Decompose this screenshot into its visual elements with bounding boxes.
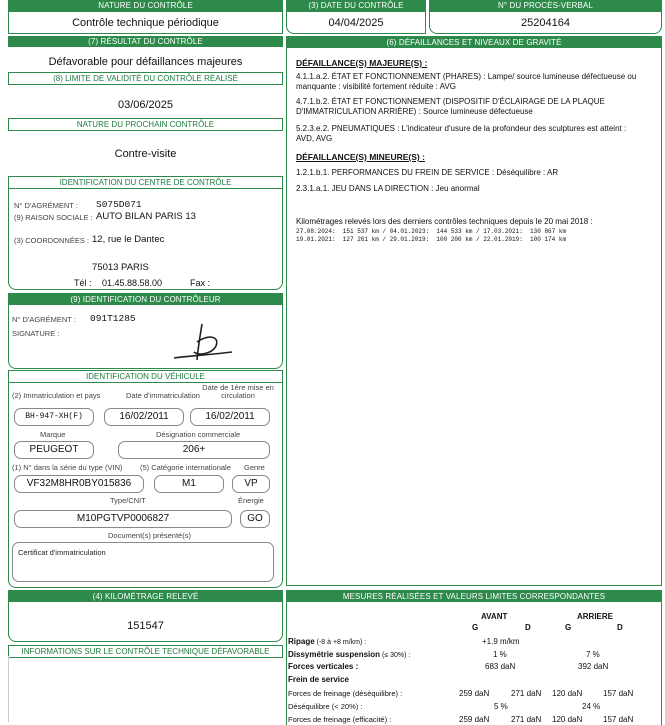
vehicule-header: IDENTIFICATION DU VÉHICULE xyxy=(9,371,282,383)
mesure-avg: 259 daN xyxy=(459,689,490,698)
km-box xyxy=(8,590,283,642)
majeure-item: 5.2.3.e.2. PNEUMATIQUES : L'indicateur d'usure de la profondeur des sculptures est atteint : AVD, AVG xyxy=(296,124,627,143)
categorie-label: (5) Catégorie internationale xyxy=(140,463,231,472)
mineures-title: DÉFAILLANCE(S) MINEURE(S) : xyxy=(296,152,425,162)
centre-agrement: S075D071 xyxy=(96,199,142,210)
mesure-ar: 24 % xyxy=(582,702,601,711)
mesures-header: MESURES RÉALISÉES ET VALEURS LIMITES CORRESPONDANTES xyxy=(287,591,661,602)
docs-value: Certificat d'immatriculation xyxy=(18,548,106,557)
mesure-av: 1 % xyxy=(493,650,507,659)
designation-label: Désignation commerciale xyxy=(156,430,241,439)
centre-agrement-label: N° D'AGRÉMENT : xyxy=(14,201,78,210)
majeure-item: 4.7.1.b.2. ÉTAT ET FONCTIONNEMENT (DISPOSITIF D'ÉCLAIRAGE DE LA PLAQUE D'IMMATRICULATION ARRIÈRE) : Source lumineuse défectueuse xyxy=(296,97,605,116)
date-immat-label: Date d'immatriculation xyxy=(126,391,200,400)
date-circ-label: Date de 1ère mise en circulation xyxy=(202,383,274,400)
mineure-item: 1.2.1.b.1. PERFORMANCES DU FREIN DE SERVICE : Déséquilibre : AR xyxy=(296,168,559,177)
signature-label: SIGNATURE : xyxy=(12,329,60,338)
genre-value: VP xyxy=(232,475,270,493)
date-circ-value: 16/02/2011 xyxy=(190,408,270,426)
prochain-header: NATURE DU PROCHAIN CONTRÔLE xyxy=(8,118,283,131)
energie-value: GO xyxy=(240,510,270,528)
centre-raison-label: (9) RAISON SOCIALE : xyxy=(14,213,93,222)
centre-header: IDENTIFICATION DU CENTRE DE CONTRÔLE xyxy=(9,177,282,189)
centre-fax-label: Fax : xyxy=(190,278,211,288)
centre-ville: 75013 PARIS xyxy=(92,262,149,273)
majeure-item: 4.1.1.a.2. ÉTAT ET FONCTIONNEMENT (PHARES) : Lampe/ source lumineuse défectueuse ou manquante : visibilité fortement réduite : AVG xyxy=(296,72,637,91)
mesure-row-label: Forces de freinage (déséquilibre) : xyxy=(288,689,403,698)
resultat-value: Défavorable pour défaillances majeures xyxy=(48,56,243,68)
mesure-ar: 7 % xyxy=(586,650,600,659)
infos-header: INFORMATIONS SUR LE CONTRÔLE TECHNIQUE DÉFAVORABLE xyxy=(8,645,283,658)
signature-image xyxy=(168,318,238,364)
arriere-label: ARRIERE xyxy=(577,612,614,621)
km-history-title: Kilométrages relevés lors des derniers contrôles techniques depuis le 20 mai 2018 : xyxy=(296,217,593,226)
limite-value: 03/06/2025 xyxy=(117,99,174,111)
resultat-header: (7) RÉSULTAT DU CONTRÔLE xyxy=(8,36,283,47)
mesure-avg: 259 daN xyxy=(459,715,490,724)
mesure-row-label: Frein de service xyxy=(288,675,349,684)
arriere-g: G xyxy=(565,623,572,632)
centre-coord-label: (3) COORDONNÉES : xyxy=(14,236,90,245)
avant-d: D xyxy=(525,623,531,632)
centre-raison: AUTO BILAN PARIS 13 xyxy=(96,211,196,222)
designation-value: 206+ xyxy=(118,441,270,459)
mesure-arg: 120 daN xyxy=(552,689,583,698)
km-history-line: 19.01.2021: 127 261 km / 29.01.2019: 100 200 km / 22.01.2019: 100 174 km xyxy=(296,236,567,243)
avant-label: AVANT xyxy=(481,612,508,621)
controleur-agrement: 091T1285 xyxy=(90,313,136,324)
date-value: 04/04/2025 xyxy=(286,11,426,34)
marque-value: PEUGEOT xyxy=(14,441,94,459)
type-label: Type/CNIT xyxy=(110,496,146,505)
km-history-line: 27.08.2024: 151 537 km / 04.01.2023: 144 533 km / 17.03.2021: 130 867 km xyxy=(296,228,567,235)
marque-label: Marque xyxy=(40,430,66,439)
pv-value: 25204164 xyxy=(429,11,662,34)
docs-label: Document(s) présenté(s) xyxy=(108,531,191,540)
prochain-value: Contre-visite xyxy=(114,148,177,160)
vin-label: (1) N° dans la série du type (VIN) xyxy=(12,463,123,472)
arriere-d: D xyxy=(617,623,623,632)
km-value: 151547 xyxy=(127,620,164,632)
controleur-header: (9) IDENTIFICATION DU CONTRÔLEUR xyxy=(9,294,282,305)
mesure-ar: 392 daN xyxy=(578,662,609,671)
majeures-title: DÉFAILLANCE(S) MAJEURE(S) : xyxy=(296,58,428,68)
mesure-ard: 157 daN xyxy=(603,715,634,724)
genre-label: Genre xyxy=(244,463,265,472)
energie-label: Énergie xyxy=(238,496,264,505)
mesure-avd: 271 daN xyxy=(511,689,542,698)
controleur-agrement-label: N° D'AGRÉMENT : xyxy=(12,315,76,324)
date-immat-value: 16/02/2011 xyxy=(104,408,184,426)
avant-g: G xyxy=(472,623,479,632)
mesure-av: 683 daN xyxy=(485,662,516,671)
immat-value: BH-947-XH(F) xyxy=(14,408,94,426)
km-header: (4) KILOMÉTRAGE RELEVÉ xyxy=(9,591,282,602)
mesure-row-label: Forces de freinage (efficacité) : xyxy=(288,715,392,724)
type-value: M10PGTVP0006827 xyxy=(14,510,232,528)
mesure-row-label: Déséquilibre (< 20%) : xyxy=(288,702,363,711)
mesure-row-label: Ripage (-8 à +8 m/km) : xyxy=(288,637,367,646)
defaillances-box xyxy=(286,36,662,586)
infos-box xyxy=(8,656,283,722)
mesure-row-label: Forces verticales : xyxy=(288,662,359,671)
mesure-avd: 271 daN xyxy=(511,715,542,724)
limite-header: (8) LIMITE DE VALIDITÉ DU CONTRÔLE RÉALISÉ xyxy=(8,72,283,85)
centre-adresse: 12, rue le Dantec xyxy=(92,234,165,245)
mesure-av: 5 % xyxy=(494,702,508,711)
pv-header: N° DU PROCÈS-VERBAL xyxy=(429,0,662,11)
centre-tel-label: Tél : xyxy=(74,278,92,288)
mineure-item: 2.3.1.a.1. JEU DANS LA DIRECTION : Jeu anormal xyxy=(296,184,480,193)
nature-value: Contrôle technique périodique xyxy=(8,11,283,34)
mesure-ard: 157 daN xyxy=(603,689,634,698)
mesure-av: +1.9 m/km xyxy=(482,637,520,646)
defaillances-header: (6) DÉFAILLANCES ET NIVEAUX DE GRAVITÉ xyxy=(287,37,661,48)
mesure-arg: 120 daN xyxy=(552,715,583,724)
date-header: (3) DATE DU CONTRÔLE xyxy=(286,0,426,11)
immat-label: (2) Immatriculation et pays xyxy=(12,391,101,400)
categorie-value: M1 xyxy=(154,475,224,493)
vin-value: VF32M8HR0BY015836 xyxy=(14,475,144,493)
centre-tel: 01.45.88.58.00 xyxy=(102,278,163,288)
mesure-row-label: Dissymétrie suspension (≤ 30%) : xyxy=(288,650,411,659)
nature-header: NATURE DU CONTRÔLE xyxy=(8,0,283,11)
